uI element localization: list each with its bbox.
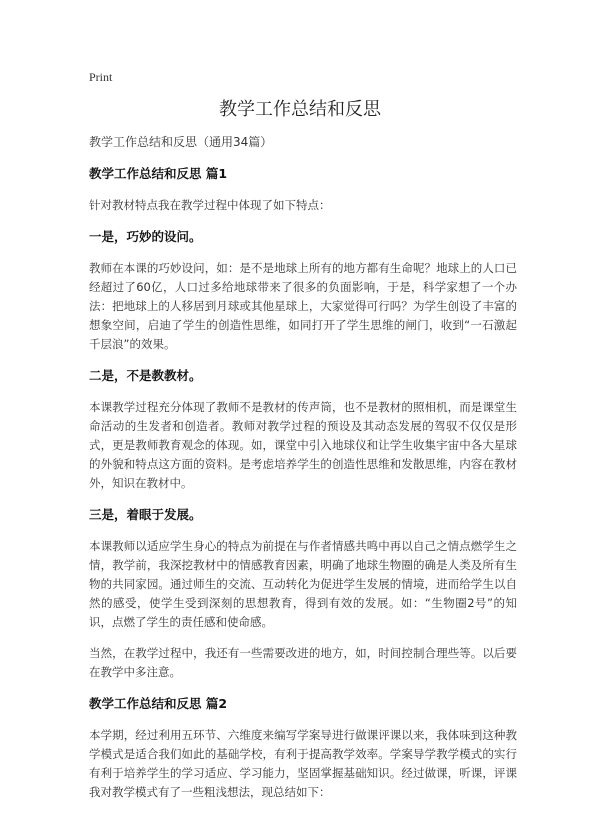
paragraph: 本课教师以适应学生身心的特点为前提在与作者情感共鸣中再以自己之情点燃学生之情，教学前，我深挖教材中的情感教育因素，明确了地球生物圈的确是人类及所有生物的共同家园。通过师生的交流、互动转化为促进学生发展的情境，进而给学生以自然的感受，使学生受到深刻的思想教育，得到有效的发展。如：“生物圈2号”的知识，点燃了学生的责任感和使命感。 xyxy=(89,539,517,629)
paragraph: 针对教材特点我在教学过程中体现了如下特点： xyxy=(89,198,331,212)
document-subtitle: 教学工作总结和反思（通用34篇） xyxy=(89,135,273,149)
paragraph: 本课教学过程充分体现了教师不是教材的传声筒，也不是教材的照相机，而是课堂生命活动的生发者和创造者。教师对教学过程的预设及其动态发展的驾驭不仅仅是形式，更是教师教育观念的体现。如，课堂中引入地球仪和让学生收集宇宙中各大星球的外貌和特点这方面的资料。是考虑培养学生的创造性思维和发散思维，内容在教材外，知识在教材中。 xyxy=(89,400,517,490)
section-heading-article-2: 教学工作总结和反思 篇2 xyxy=(89,696,228,711)
paragraph: 本学期，经过利用五环节、六维度来编写学案导进行做课评课以来，我体味到这种教学模式是适合我们如此的基础学校，有利于提高教学效率。学案导学教学模式的实行有利于培养学生的学习适应、学习能力，坚固掌握基础知识。经过做课，听课，评课我对教学模式有了一些粗浅想法，现总结如下： xyxy=(89,728,517,799)
paragraph: 当然，在教学过程中，我还有一些需要改进的地方，如，时间控制合理些等。以后要在教学中多注意。 xyxy=(89,646,517,679)
section-heading-point-3: 三是，着眼于发展。 xyxy=(89,507,202,522)
document-body xyxy=(89,132,517,814)
paragraph: 教师在本课的巧妙设问，如：是不是地球上所有的地方都有生命呢？地球上的人口已经超过了60亿，人口过多给地球带来了很多的负面影响，于是，科学家想了一个办法：把地球上的人移居到月球或其他星球上，大家觉得可行吗？为学生创设了丰富的想象空间，启迪了学生的创造性思维，如同打开了学生思维的闸门，收到“一石激起千层浪”的效果。 xyxy=(89,261,517,351)
section-heading-article-1: 教学工作总结和反思 篇1 xyxy=(89,166,228,181)
page-title: 教学工作总结和反思 xyxy=(219,99,381,120)
section-heading-point-1: 一是，巧妙的设问。 xyxy=(89,229,202,244)
section-heading-point-2: 二是，不是教教材。 xyxy=(89,368,202,383)
print-link[interactable]: Print xyxy=(89,70,113,84)
